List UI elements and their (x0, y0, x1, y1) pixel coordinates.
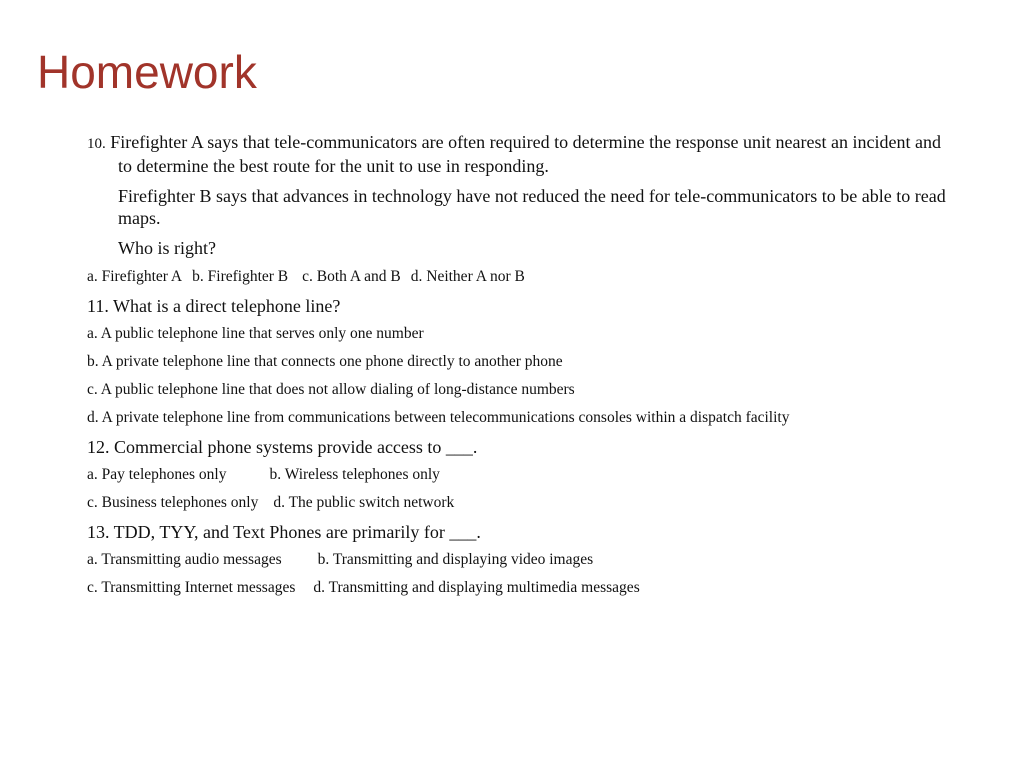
question-10 (87, 131, 957, 177)
q12-option-b: b. Wireless telephones only (269, 466, 440, 483)
q12-option-a: a. Pay telephones only (87, 466, 227, 483)
question-13: 13. TDD, TYY, and Text Phones are primarily for ___. (87, 522, 481, 542)
question-10-prompt: Who is right? (118, 238, 216, 258)
question-12-options-row-2 (87, 493, 957, 513)
slide-title: Homework (37, 46, 257, 98)
q10-option-d: d. Neither A nor B (410, 268, 525, 285)
q10-option-a: a. Firefighter A (87, 268, 183, 285)
question-12-options-row-1 (87, 465, 957, 485)
question-10-statement-b: Firefighter B says that advances in technology have not reduced the need for tele-communicators to be able to read maps. (118, 186, 946, 228)
q10-option-b: b. Firefighter B (192, 268, 289, 285)
q10-option-c: c. Both A and B (302, 268, 401, 285)
q11-option-b: b. A private telephone line that connects one phone directly to another phone (87, 353, 563, 370)
homework-content (87, 131, 957, 606)
q13-option-a: a. Transmitting audio messages (87, 551, 282, 568)
q11-option-d: d. A private telephone line from communications between telecommunications consoles within a dispatch facility (87, 409, 790, 426)
q13-option-c: c. Transmitting Internet messages (87, 579, 296, 596)
q11-option-c: c. A public telephone line that does not allow dialing of long-distance numbers (87, 381, 575, 398)
q12-option-d: d. The public switch network (273, 494, 455, 511)
question-13-options-row-1 (87, 550, 957, 570)
q13-option-b: b. Transmitting and displaying video images (317, 551, 594, 568)
question-11: 11. What is a direct telephone line? (87, 296, 341, 316)
q13-option-d: d. Transmitting and displaying multimedia messages (313, 579, 640, 596)
question-10-number: 10. (87, 136, 106, 152)
question-13-options-row-2 (87, 578, 957, 598)
question-10-options (87, 267, 957, 287)
q11-option-a: a. A public telephone line that serves only one number (87, 325, 424, 342)
question-10-text: Firefighter A says that tele-communicators are often required to determine the response unit nearest an incident and to determine the best route for the unit to use in responding. (110, 132, 941, 176)
question-12: 12. Commercial phone systems provide access to ___. (87, 437, 478, 457)
q12-option-c: c. Business telephones only (87, 494, 259, 511)
